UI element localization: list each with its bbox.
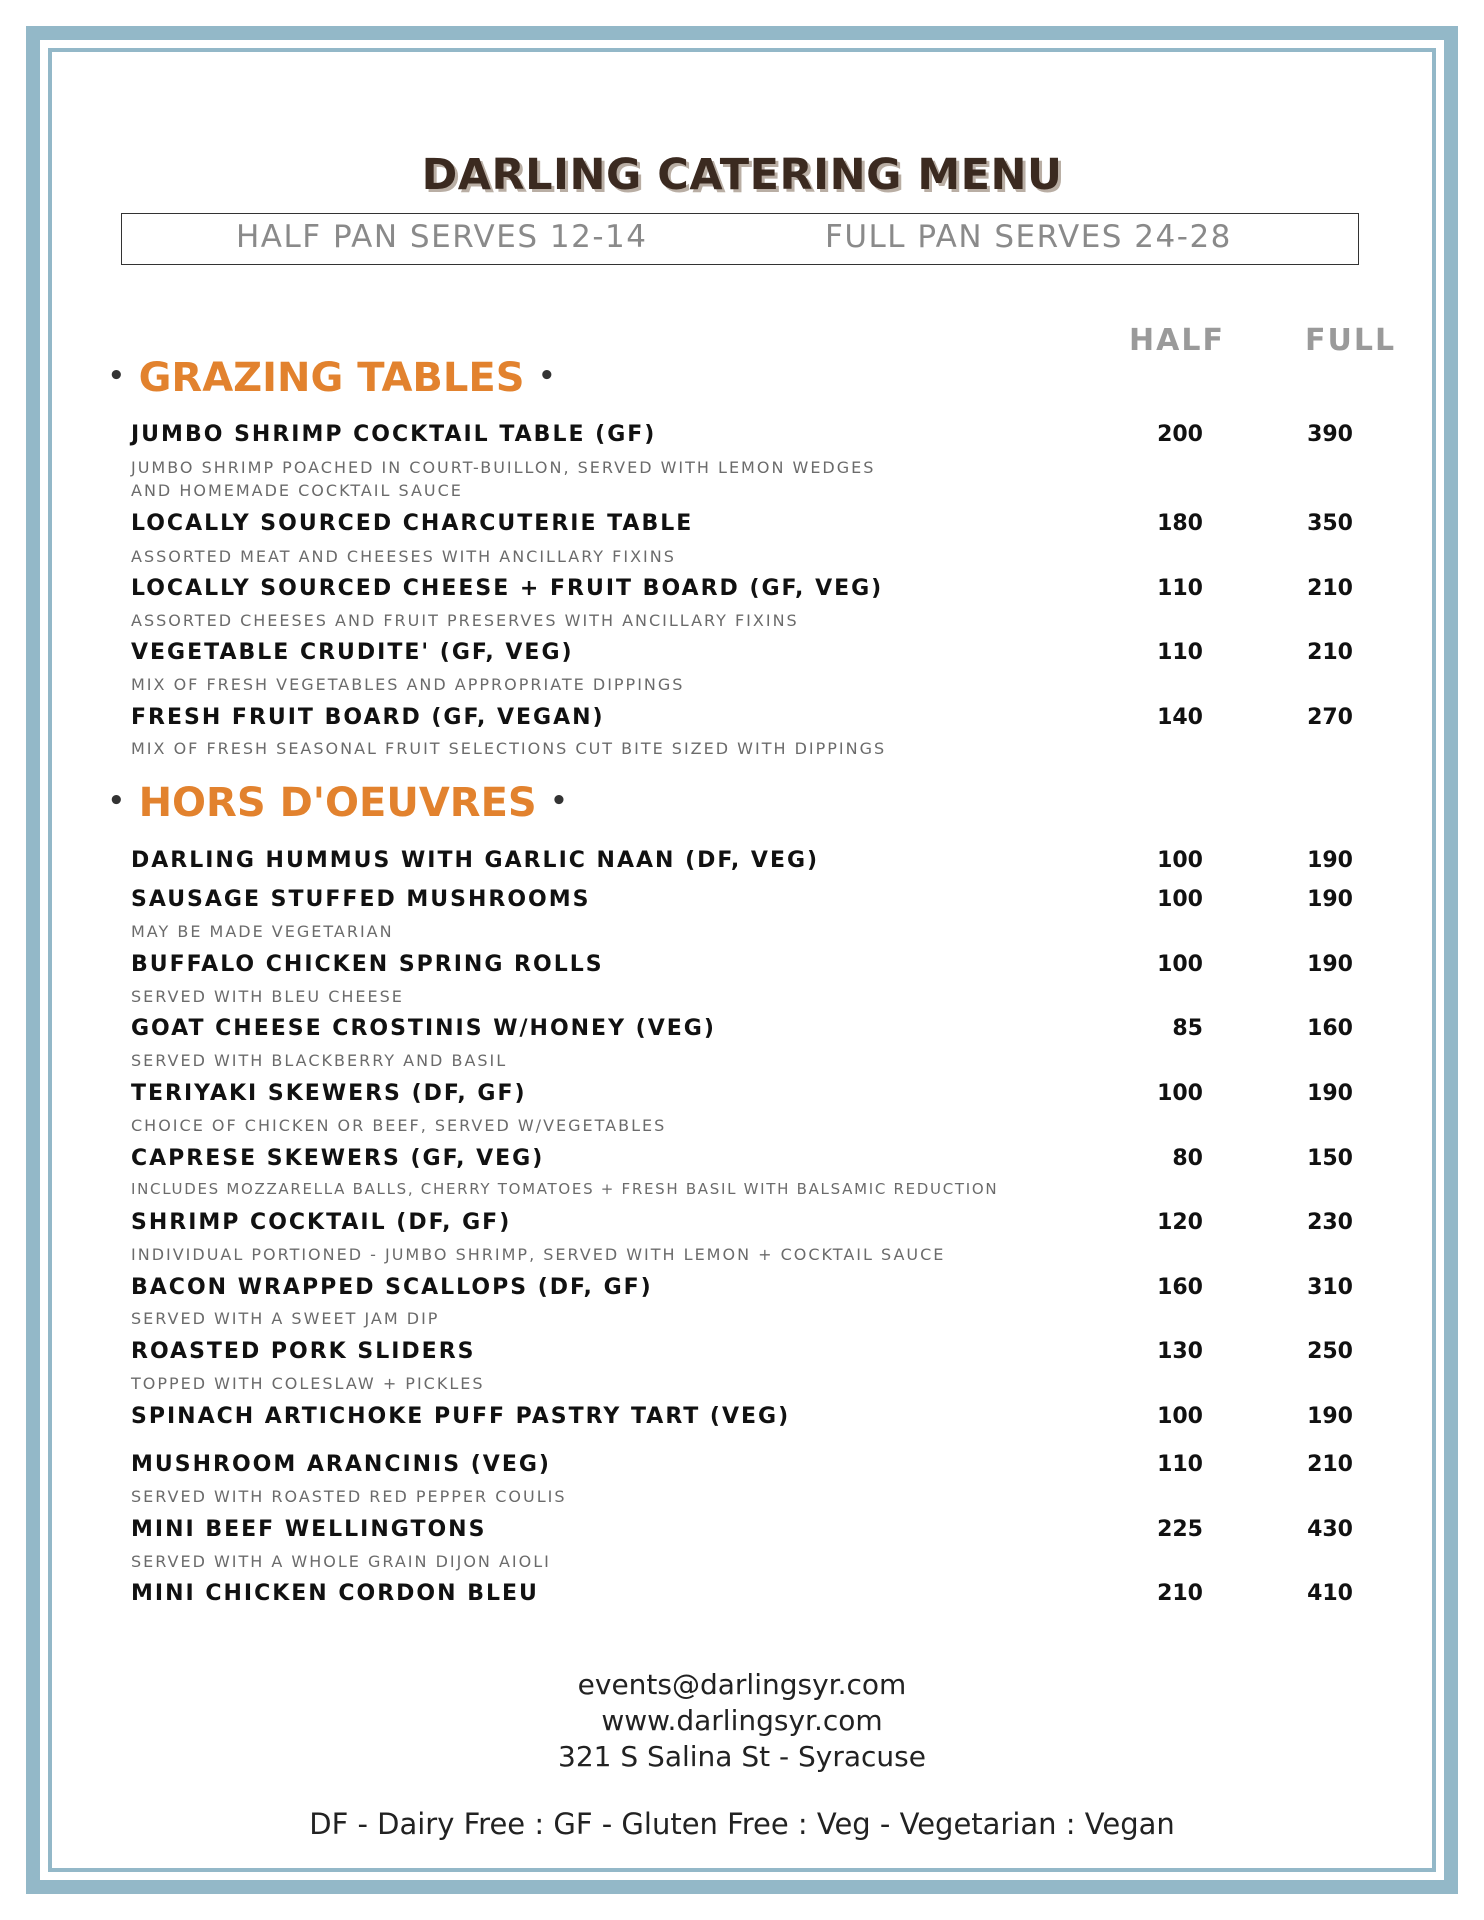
menu-item-desc: MIX OF FRESH VEGETABLES AND APPROPRIATE DIPPINGS <box>131 675 685 694</box>
price-full: 250 <box>1307 1339 1353 1364</box>
footer-address: 321 S Salina St - Syracuse <box>558 1740 926 1773</box>
menu-item-desc: SERVED WITH BLACKBERRY AND BASIL <box>131 1051 508 1070</box>
price-full: 190 <box>1307 887 1353 912</box>
price-full: 190 <box>1307 848 1353 873</box>
price-full: 190 <box>1307 1404 1353 1429</box>
menu-item-name: ROASTED PORK SLIDERS <box>131 1339 476 1364</box>
price-full: 210 <box>1307 640 1353 665</box>
price-full: 210 <box>1307 576 1353 601</box>
menu-item-name: SHRIMP COCKTAIL (DF, GF) <box>131 1210 512 1235</box>
menu-item-desc: INCLUDES MOZZARELLA BALLS, CHERRY TOMATOES + FRESH BASIL WITH BALSAMIC REDUCTION <box>131 1180 999 1198</box>
menu-item-name: VEGETABLE CRUDITE' (GF, VEG) <box>131 640 574 665</box>
half-pan-serves: HALF PAN SERVES 12-14 <box>236 219 648 255</box>
price-half: 130 <box>1157 1339 1203 1364</box>
section-title-hors-doeuvres <box>108 780 567 826</box>
price-half: 100 <box>1157 848 1203 873</box>
column-header-half: HALF <box>1129 323 1225 358</box>
price-full: 230 <box>1307 1210 1353 1235</box>
menu-item-name: JUMBO SHRIMP COCKTAIL TABLE (GF) <box>131 422 657 447</box>
menu-item-desc: JUMBO SHRIMP POACHED IN COURT-BUILLON, SERVED WITH LEMON WEDGES <box>131 458 876 477</box>
bullet-dot: • <box>108 786 125 816</box>
price-half: 200 <box>1157 422 1203 447</box>
menu-title: DARLING CATERING MENU <box>421 150 1063 200</box>
menu-item-name: SPINACH ARTICHOKE PUFF PASTRY TART (VEG) <box>131 1404 791 1429</box>
price-full: 310 <box>1307 1275 1353 1300</box>
price-half: 80 <box>1172 1146 1203 1171</box>
price-half: 110 <box>1157 1452 1203 1477</box>
menu-item-name: FRESH FRUIT BOARD (GF, VEGAN) <box>131 705 605 730</box>
menu-item-name: MINI BEEF WELLINGTONS <box>131 1517 487 1542</box>
price-half: 100 <box>1157 1081 1203 1106</box>
menu-item-name: MUSHROOM ARANCINIS (VEG) <box>131 1452 551 1477</box>
menu-item-name: DARLING HUMMUS WITH GARLIC NAAN (DF, VEG) <box>131 848 820 873</box>
price-half: 140 <box>1157 705 1203 730</box>
price-full: 150 <box>1307 1146 1353 1171</box>
menu-item-desc: ASSORTED MEAT AND CHEESES WITH ANCILLARY FIXINS <box>131 547 676 566</box>
menu-item-desc: TOPPED WITH COLESLAW + PICKLES <box>131 1374 485 1393</box>
menu-item-desc: CHOICE OF CHICKEN OR BEEF, SERVED W/VEGETABLES <box>131 1116 667 1135</box>
price-full: 190 <box>1307 952 1353 977</box>
full-pan-serves: FULL PAN SERVES 24-28 <box>825 219 1232 255</box>
section-title-text: GRAZING TABLES <box>138 355 525 401</box>
price-half: 100 <box>1157 887 1203 912</box>
price-half: 210 <box>1157 1581 1203 1606</box>
menu-item-desc: SERVED WITH A WHOLE GRAIN DIJON AIOLI <box>131 1552 551 1571</box>
bullet-dot: • <box>108 361 125 391</box>
menu-item-desc: ASSORTED CHEESES AND FRUIT PRESERVES WITH ANCILLARY FIXINS <box>131 611 799 630</box>
price-half: 85 <box>1172 1016 1203 1041</box>
price-half: 110 <box>1157 640 1203 665</box>
section-title-text: HORS D'OEUVRES <box>138 780 537 826</box>
menu-item-desc: MIX OF FRESH SEASONAL FRUIT SELECTIONS CUT BITE SIZED WITH DIPPINGS <box>131 739 887 758</box>
bullet-dot: • <box>550 786 568 816</box>
price-full: 270 <box>1307 705 1353 730</box>
price-full: 430 <box>1307 1517 1353 1542</box>
section-title-grazing-tables <box>108 355 555 401</box>
menu-item-name: BACON WRAPPED SCALLOPS (DF, GF) <box>131 1275 653 1300</box>
price-full: 390 <box>1307 422 1353 447</box>
footer-website[interactable]: www.darlingsyr.com <box>601 1704 883 1737</box>
menu-item-name: SAUSAGE STUFFED MUSHROOMS <box>131 887 591 912</box>
menu-item-desc: AND HOMEMADE COCKTAIL SAUCE <box>131 481 463 500</box>
price-half: 100 <box>1157 1404 1203 1429</box>
bullet-dot: • <box>538 361 556 391</box>
menu-item-name: LOCALLY SOURCED CHARCUTERIE TABLE <box>131 511 694 536</box>
menu-item-desc: SERVED WITH BLEU CHEESE <box>131 987 404 1006</box>
price-half: 100 <box>1157 952 1203 977</box>
menu-item-name: GOAT CHEESE CROSTINIS W/HONEY (VEG) <box>131 1016 716 1041</box>
price-half: 180 <box>1157 511 1203 536</box>
price-half: 225 <box>1157 1517 1203 1542</box>
price-full: 190 <box>1307 1081 1353 1106</box>
menu-item-name: CAPRESE SKEWERS (GF, VEG) <box>131 1146 545 1171</box>
column-header-full: FULL <box>1305 323 1397 358</box>
menu-item-name: BUFFALO CHICKEN SPRING ROLLS <box>131 952 604 977</box>
price-half: 120 <box>1157 1210 1203 1235</box>
menu-item-desc: SERVED WITH A SWEET JAM DIP <box>131 1309 440 1328</box>
price-half: 160 <box>1157 1275 1203 1300</box>
price-full: 210 <box>1307 1452 1353 1477</box>
price-full: 350 <box>1307 511 1353 536</box>
menu-item-desc: SERVED WITH ROASTED RED PEPPER COULIS <box>131 1487 567 1506</box>
menu-item-desc: MAY BE MADE VEGETARIAN <box>131 922 394 941</box>
price-full: 160 <box>1307 1016 1353 1041</box>
menu-item-name: MINI CHICKEN CORDON BLEU <box>131 1581 539 1606</box>
price-full: 410 <box>1307 1581 1353 1606</box>
footer-email[interactable]: events@darlingsyr.com <box>577 1668 907 1701</box>
menu-item-name: TERIYAKI SKEWERS (DF, GF) <box>131 1081 527 1106</box>
menu-item-name: LOCALLY SOURCED CHEESE + FRUIT BOARD (GF, VEG) <box>131 576 884 601</box>
menu-item-desc: INDIVIDUAL PORTIONED - JUMBO SHRIMP, SERVED WITH LEMON + COCKTAIL SAUCE <box>131 1245 946 1264</box>
dietary-legend: DF - Dairy Free : GF - Gluten Free : Veg - Vegetarian : Vegan <box>309 1807 1175 1841</box>
price-half: 110 <box>1157 576 1203 601</box>
